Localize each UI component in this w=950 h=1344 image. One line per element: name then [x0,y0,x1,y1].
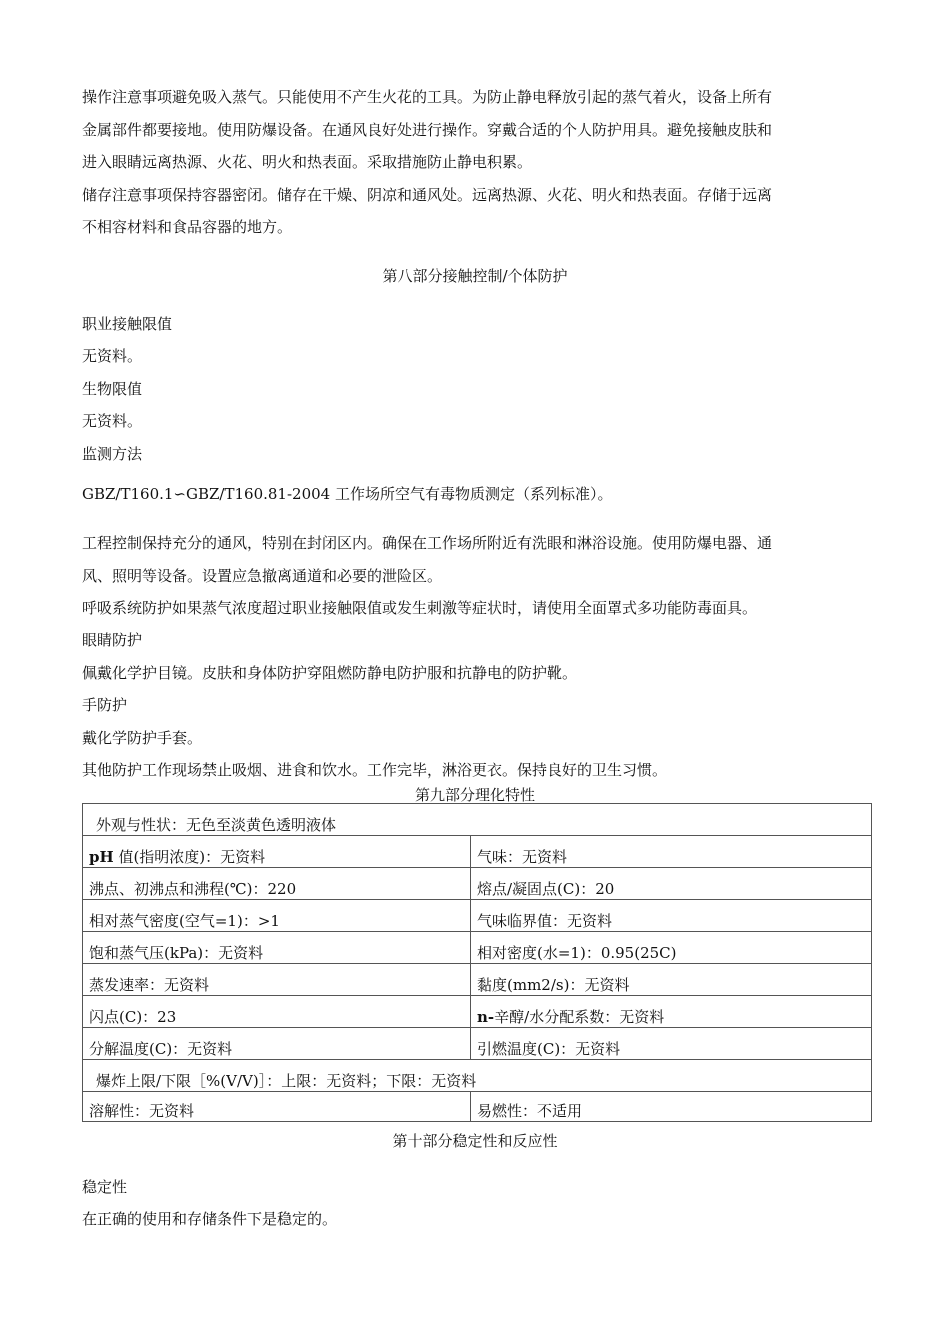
handling-line-2: 金属部件都要接地。使用防爆设备。在通风良好处进行操作。穿戴合适的个人防护用具。避免接触皮肤和 [82,121,773,139]
bio-label: 生物限值 [82,380,143,398]
table-row [83,932,872,964]
table-row [83,804,872,836]
table-cell: 熔点/凝固点(C)：20 [471,868,872,900]
oel-label: 职业接触限值 [82,315,173,333]
cell-text: 值(指明浓度)：无资料 [113,848,266,866]
storage-line-2: 不相容材料和食品容器的地方。 [82,218,293,236]
eng-control-line-2: 风、照明等设备。设置应急撤离通道和必要的泄险区。 [82,567,443,585]
stability-label: 稳定性 [82,1178,128,1196]
table-row [83,836,872,868]
section8-title: 第八部分接触控制/个体防护 [382,267,568,285]
table-cell [471,996,872,1028]
section9-title: 第九部分理化特性 [414,786,535,804]
table-cell [83,836,471,868]
table-cell: 气味：无资料 [471,836,872,868]
handling-line-1: 操作注意事项避免吸入蒸气。只能使用不产生火花的工具。为防止静电释放引起的蒸气着火，设备上所有 [82,88,773,106]
table-cell: 分解温度(C)：无资料 [83,1028,471,1060]
table-cell: 蒸发速率：无资料 [83,964,471,996]
section10-title: 第十部分稳定性和反应性 [392,1132,558,1150]
table-row [83,900,872,932]
n-prefix: n- [477,1008,495,1026]
explosion-limits-cell: 爆炸上限/下限［%(V/V)］：上限：无资料；下限：无资料 [83,1060,872,1092]
oel-value: 无资料。 [82,347,143,365]
table-row [83,964,872,996]
table-cell: 饱和蒸气压(kPa)：无资料 [83,932,471,964]
table-cell: 相对密度(水=1)：0.95(25C) [471,932,872,964]
table-cell: 闪点(C)：23 [83,996,471,1028]
table-cell: 气味临界值：无资料 [471,900,872,932]
bio-value: 无资料。 [82,412,143,430]
hand-value: 戴化学防护手套。 [82,729,203,747]
eye-value: 佩戴化学护目镜。皮肤和身体防护穿阻燃防静电防护服和抗静电的防护靴。 [82,664,578,682]
table-cell: 溶解性：无资料 [83,1092,471,1122]
eye-label: 眼睛防护 [82,631,143,649]
ph-label: pH [89,848,114,866]
storage-line-1: 储存注意事项保持容器密闭。储存在干燥、阴凉和通风处。远离热源、火花、明火和热表面。存储于远离 [82,186,773,204]
cell-text: 辛醇/水分配系数：无资料 [494,1008,665,1026]
table-row [83,996,872,1028]
handling-line-3: 进入眼睛远离热源、火花、明火和热表面。采取措施防止静电积累。 [82,153,533,171]
stability-value: 在正确的使用和存储条件下是稳定的。 [82,1210,338,1228]
hand-label: 手防护 [82,696,128,714]
monitor-label: 监测方法 [82,445,143,463]
table-row [83,1060,872,1092]
eng-control-line-1: 工程控制保持充分的通风，特别在封闭区内。确保在工作场所附近有洗眼和淋浴设施。使用防爆电器、通 [82,534,773,552]
properties-table [82,803,872,1122]
table-cell: 沸点、初沸点和沸程(℃)：220 [83,868,471,900]
table-cell: 黏度(mm2/s)：无资料 [471,964,872,996]
table-row [83,868,872,900]
respiratory-protection: 呼吸系统防护如果蒸气浓度超过职业接触限值或发生刺激等症状时，请使用全面罩式多功能防毒面具。 [82,599,758,617]
other-protection: 其他防护工作现场禁止吸烟、进食和饮水。工作完毕，淋浴更衣。保持良好的卫生习惯。 [82,761,668,779]
table-row [83,1092,872,1122]
table-cell: 相对蒸气密度(空气=1)：>1 [83,900,471,932]
monitor-value: GBZ/T160.1∽GBZ/T160.81-2004 工作场所空气有毒物质测定（系列标准）。 [82,485,613,503]
table-cell: 易燃性：不适用 [471,1092,872,1122]
table-cell: 引燃温度(C)：无资料 [471,1028,872,1060]
appearance-cell: 外观与性状：无色至淡黄色透明液体 [83,804,872,836]
table-row [83,1028,872,1060]
